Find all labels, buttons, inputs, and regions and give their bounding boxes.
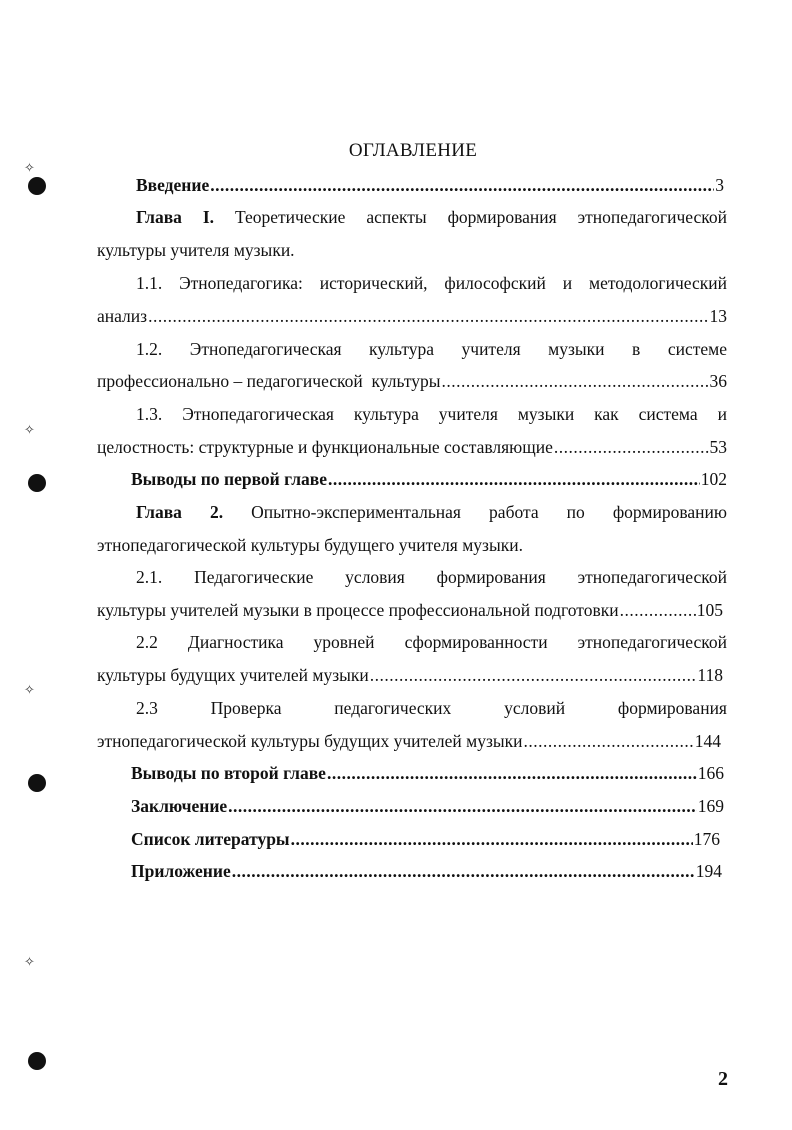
toc-section-1-2[interactable] — [136, 338, 727, 360]
toc-entry-label: Выводы по первой главе — [131, 469, 327, 489]
leader-dots — [554, 436, 709, 458]
section-word: условия — [345, 567, 405, 587]
chapter-word: Теоретические — [234, 207, 346, 227]
section-number: 2.1. — [136, 567, 163, 587]
section-word: системе — [667, 339, 727, 359]
section-word: учителя — [461, 339, 521, 359]
section-word: Этнопедагогическая — [189, 339, 342, 359]
toc-entry-intro[interactable] — [136, 174, 724, 196]
toc-chapter-1[interactable] — [136, 206, 727, 228]
toc-entry-label: Заключение — [131, 796, 228, 816]
section-number: 1.1. — [136, 273, 163, 293]
toc-entry-label: культуры будущих учителей музыки — [97, 665, 369, 685]
punch-hole — [28, 474, 46, 492]
chapter-word: Глава — [136, 207, 182, 227]
toc-entry-label: Приложение — [131, 861, 231, 881]
toc-entry-page: 169 — [697, 796, 724, 816]
toc-section-2-2[interactable] — [136, 631, 727, 653]
toc-entry-page: 13 — [709, 306, 727, 326]
section-number: 2.2 — [136, 632, 158, 652]
toc-entry-label: Выводы по второй главе — [131, 763, 326, 783]
toc-section-2-3-line2[interactable] — [97, 730, 721, 752]
section-number: 1.2. — [136, 339, 163, 359]
leader-dots — [228, 795, 697, 817]
scan-mark: ✧ — [24, 954, 35, 969]
toc-entry-page: 176 — [693, 829, 720, 849]
section-word: формирования — [436, 567, 546, 587]
toc-section-1-1[interactable] — [136, 272, 727, 294]
section-word: Педагогические — [194, 567, 314, 587]
section-word: как — [594, 404, 619, 424]
chapter-word: формированию — [612, 502, 727, 522]
toc-chapter-1-line2: культуры учителя музыки. — [97, 240, 295, 260]
toc-section-1-1-line2[interactable] — [97, 305, 727, 327]
scan-mark: ✧ — [24, 160, 35, 175]
punch-hole — [28, 177, 46, 195]
toc-entry-label: Введение — [136, 175, 210, 195]
leader-dots — [328, 468, 700, 490]
toc-chapter-2[interactable] — [136, 501, 727, 523]
section-word: культура — [369, 339, 434, 359]
section-word: в — [632, 339, 641, 359]
chapter-word: Глава — [136, 502, 182, 522]
toc-chapter-2-line2: этнопедагогической культуры будущего учителя музыки. — [97, 535, 523, 555]
page-number: 2 — [718, 1068, 728, 1090]
section-word: и — [562, 273, 573, 293]
leader-dots — [210, 174, 714, 196]
scan-mark: ✧ — [24, 422, 35, 437]
toc-section-2-3[interactable] — [136, 697, 727, 719]
toc-section-2-1-line2[interactable] — [97, 599, 723, 621]
section-word: сформированности — [404, 632, 548, 652]
toc-section-1-2-line2[interactable] — [97, 370, 727, 392]
leader-dots — [291, 828, 693, 850]
leader-dots — [327, 762, 697, 784]
toc-entry-page: 53 — [709, 437, 727, 457]
toc-entry-page: 166 — [697, 763, 724, 783]
section-word: методологический — [589, 273, 727, 293]
toc-entry-conclusion[interactable] — [131, 795, 724, 817]
toc-entry-label: профессионально – педагогической культуры — [97, 371, 441, 391]
toc-entry-page: 105 — [696, 600, 723, 620]
toc-entry-label: целостность: структурные и функциональные составляющие — [97, 437, 553, 457]
toc-entry-label: анализ — [97, 306, 148, 326]
section-word: Этнопедагогическая — [182, 404, 334, 424]
leader-dots — [148, 305, 708, 327]
section-word: музыки — [548, 339, 605, 359]
toc-entry-page: 36 — [709, 371, 727, 391]
toc-entry-appendix[interactable] — [131, 860, 722, 882]
leader-dots — [370, 664, 697, 686]
scan-mark: ✧ — [24, 682, 35, 697]
toc-section-2-2-line2[interactable] — [97, 664, 723, 686]
toc-entry-label: этнопедагогической культуры будущих учителей музыки — [97, 731, 523, 751]
section-word: Диагностика — [187, 632, 284, 652]
section-word: уровней — [313, 632, 375, 652]
section-word: Проверка — [210, 698, 282, 718]
toc-entry-label: культуры учителей музыки в процессе профессиональной подготовки — [97, 600, 619, 620]
toc-section-1-3-line2[interactable] — [97, 436, 727, 458]
chapter-word: аспекты — [366, 207, 427, 227]
toc-section-2-1[interactable] — [136, 566, 727, 588]
section-word: этнопедагогической — [577, 567, 727, 587]
toc-entry-page: 118 — [697, 665, 723, 685]
toc-entry-page: 144 — [694, 731, 721, 751]
section-word: педагогических — [334, 698, 452, 718]
chapter-word: по — [566, 502, 585, 522]
section-word: этнопедагогической — [577, 632, 727, 652]
toc-entry-page: 102 — [700, 469, 727, 489]
leader-dots — [232, 860, 695, 882]
section-word: условий — [504, 698, 566, 718]
punch-hole — [28, 774, 46, 792]
section-word: культура — [353, 404, 419, 424]
leader-dots — [524, 730, 694, 752]
toc-entry-page: 3 — [715, 175, 724, 195]
chapter-word: формирования — [447, 207, 557, 227]
chapter-word: этнопедагогической — [577, 207, 727, 227]
leader-dots — [620, 599, 696, 621]
toc-entry-conclusions-1[interactable] — [131, 468, 727, 490]
section-word: философский — [444, 273, 546, 293]
chapter-word: Опытно-экспериментальная — [251, 502, 461, 522]
section-number: 2.3 — [136, 698, 158, 718]
chapter-number: 2. — [209, 502, 224, 522]
section-number: 1.3. — [136, 404, 163, 424]
chapter-number: I. — [202, 207, 215, 227]
leader-dots — [442, 370, 709, 392]
chapter-word: работа — [489, 502, 539, 522]
section-word: Этнопедагогика: — [179, 273, 303, 293]
toc-title: ОГЛАВЛЕНИЕ — [348, 140, 478, 161]
toc-entry-page: 194 — [695, 861, 722, 881]
section-word: и — [717, 404, 727, 424]
section-word: формирования — [617, 698, 727, 718]
section-word: музыки — [517, 404, 575, 424]
section-word: система — [638, 404, 698, 424]
toc-entry-label: Список литературы — [131, 829, 290, 849]
section-word: учителя — [438, 404, 498, 424]
toc-section-1-3[interactable] — [136, 403, 727, 425]
toc-entry-conclusions-2[interactable] — [131, 762, 724, 784]
punch-hole — [28, 1052, 46, 1070]
toc-entry-references[interactable] — [131, 828, 720, 850]
section-word: исторический, — [319, 273, 428, 293]
